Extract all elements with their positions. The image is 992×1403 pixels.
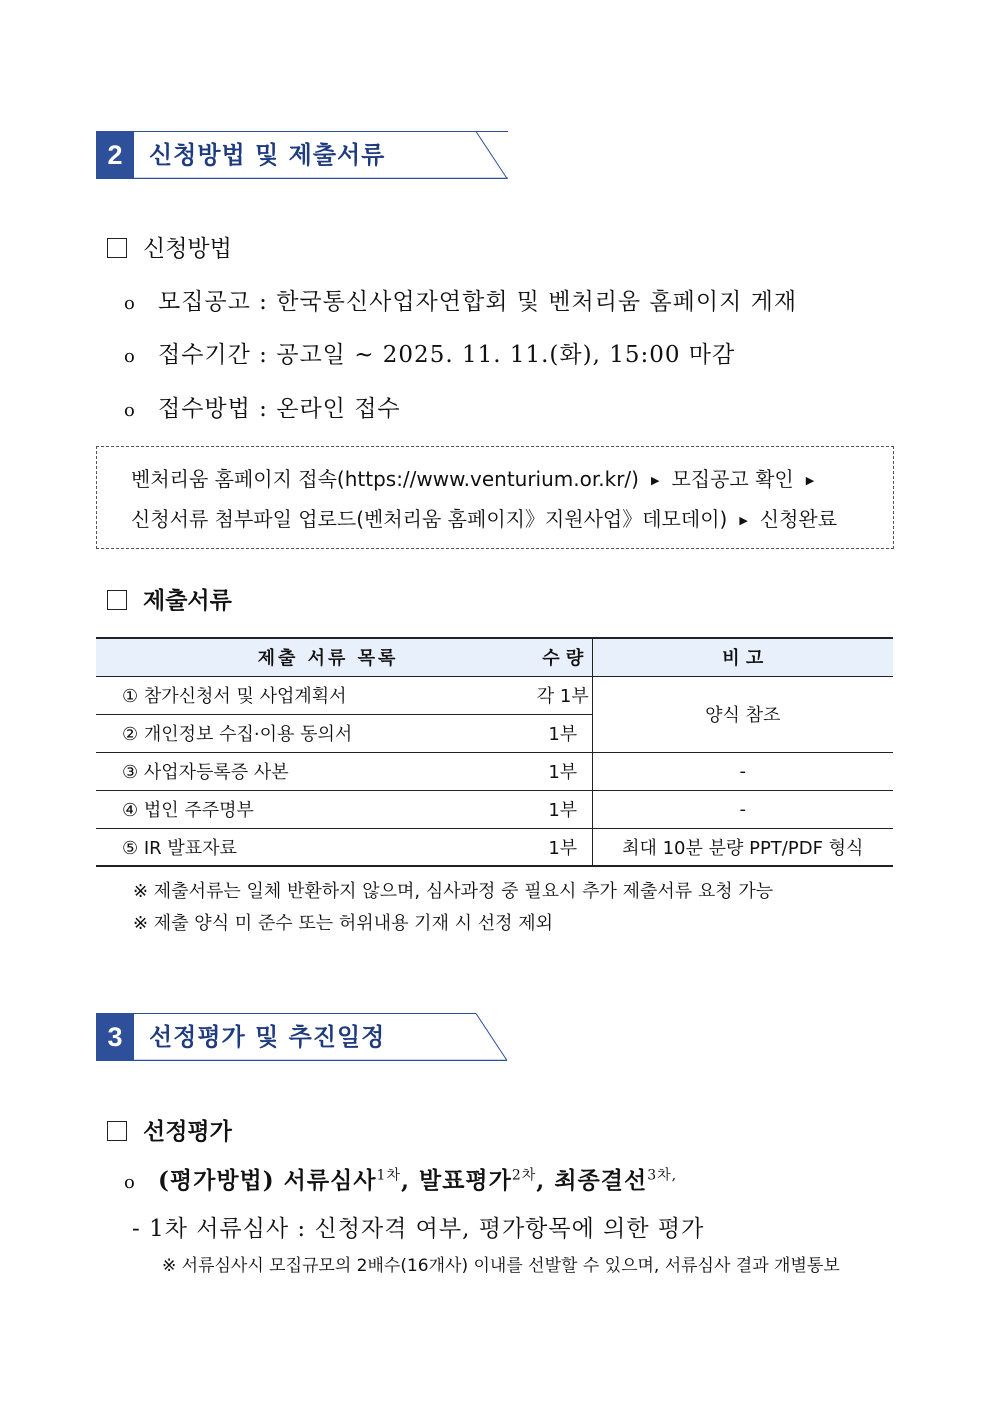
bullet-text: 모집공고 : 한국통신사업자연합회 및 벤처리움 홈페이지 게재: [158, 289, 798, 315]
doc-name: ③ 사업자등록증 사본: [96, 752, 534, 790]
table-header-row: [96, 638, 893, 676]
method-bullet-1: [124, 283, 797, 316]
doc-qty: 1부: [534, 714, 592, 752]
circle-bullet-icon: o: [124, 400, 136, 421]
doc-name: ⑤ IR 발표자료: [96, 828, 534, 866]
checkbox-square-icon: [107, 238, 127, 258]
eval-stage-1-sup: 1차: [376, 1167, 401, 1184]
documents-table: [96, 637, 893, 867]
documents-heading-text: 제출서류: [143, 587, 232, 614]
section-3-header: [96, 1013, 508, 1061]
flow-step-complete: 신청완료: [759, 507, 838, 531]
eval-stage-2: 발표평가: [418, 1167, 512, 1194]
doc-note: -: [592, 790, 893, 828]
triangle-right-icon: ▶: [805, 474, 815, 487]
application-flow-box: [96, 446, 894, 549]
documents-note-2: ※ 제출 양식 미 준수 또는 허위내용 기재 시 선정 제외: [133, 913, 554, 934]
doc-name: ② 개인정보 수집·이용 동의서: [96, 714, 534, 752]
section-2-header: [96, 131, 508, 179]
triangle-right-icon: ▶: [739, 514, 748, 527]
doc-merged-note: 양식 참조: [592, 676, 893, 752]
flow-line-2: [131, 503, 837, 532]
section-title: 신청방법 및 제출서류: [149, 141, 386, 169]
documents-note-1: ※ 제출서류는 일체 반환하지 않으며, 심사과정 중 필요시 추가 제출서류 요청 가능: [133, 881, 774, 902]
doc-qty: 1부: [534, 790, 592, 828]
triangle-right-icon: ▶: [650, 474, 660, 487]
header-name: 제출 서류 목록: [96, 638, 534, 676]
method-bullet-2: [124, 336, 735, 369]
evaluation-method-bullet: o (평가방법) 서류심사$^{1차}$, 발표평가$^{2차}$, 최종결선$^{3차,}$: [124, 1167, 678, 1194]
table-row: [96, 676, 893, 714]
eval-stage-3: 최종결선: [554, 1167, 648, 1194]
bullet-text: 접수기간 : 공고일 ~ 2025. 11. 11.(화), 15:00 마감: [158, 342, 736, 368]
evaluation-note: ※ 서류심사시 모집규모의 2배수(16개사) 이내를 선발할 수 있으며, 서류심사 결과 개별통보: [162, 1256, 840, 1276]
doc-name: ① 참가신청서 및 사업계획서: [96, 676, 534, 714]
section-number: 2: [107, 140, 123, 170]
eval-stage-3-sup: 3차,: [647, 1167, 678, 1184]
evaluation-heading-text: 선정평가: [143, 1118, 232, 1145]
circle-bullet-icon: o: [124, 346, 136, 367]
method-heading-text: 신청방법: [143, 236, 232, 262]
flow-step-upload: 신청서류 첨부파일 업로드(벤처리움 홈페이지》지원사업》데모데이): [131, 507, 728, 531]
header-qty: 수 량: [534, 638, 592, 676]
flow-step-access: 벤처리움 홈페이지 접속(https://www.venturium.or.kr/): [131, 467, 639, 491]
table-row: [96, 790, 893, 828]
eval-stage-1: 서류심사: [283, 1167, 377, 1194]
evaluation-stage1-item: - 1차 서류심사 : 신청자격 여부, 평가항목에 의한 평가: [132, 1216, 705, 1242]
documents-heading: [107, 582, 232, 615]
checkbox-square-icon: [107, 590, 127, 610]
flow-line-1: [131, 463, 826, 492]
section-number: 3: [107, 1022, 123, 1052]
eval-stage-2-sup: 2차: [511, 1167, 537, 1184]
doc-qty: 각 1부: [534, 676, 592, 714]
method-heading: [107, 230, 232, 263]
doc-note: 최대 10분 분량 PPT/PDF 형식: [592, 828, 893, 866]
doc-qty: 1부: [534, 752, 592, 790]
circle-bullet-icon: o: [124, 1172, 136, 1193]
doc-qty: 1부: [534, 828, 592, 866]
circle-bullet-icon: o: [124, 293, 136, 314]
bullet-text: 접수방법 : 온라인 접수: [158, 396, 401, 422]
doc-note: -: [592, 752, 893, 790]
table-row: [96, 828, 893, 866]
evaluation-heading: [107, 1113, 232, 1146]
flow-step-check: 모집공고 확인: [671, 467, 794, 491]
doc-name: ④ 법인 주주명부: [96, 790, 534, 828]
checkbox-square-icon: [107, 1121, 127, 1141]
method-bullet-3: [124, 390, 401, 423]
header-note: 비 고: [592, 638, 893, 676]
table-row: [96, 752, 893, 790]
section-title: 선정평가 및 추진일정: [149, 1023, 386, 1051]
eval-label: (평가방법): [158, 1167, 275, 1194]
